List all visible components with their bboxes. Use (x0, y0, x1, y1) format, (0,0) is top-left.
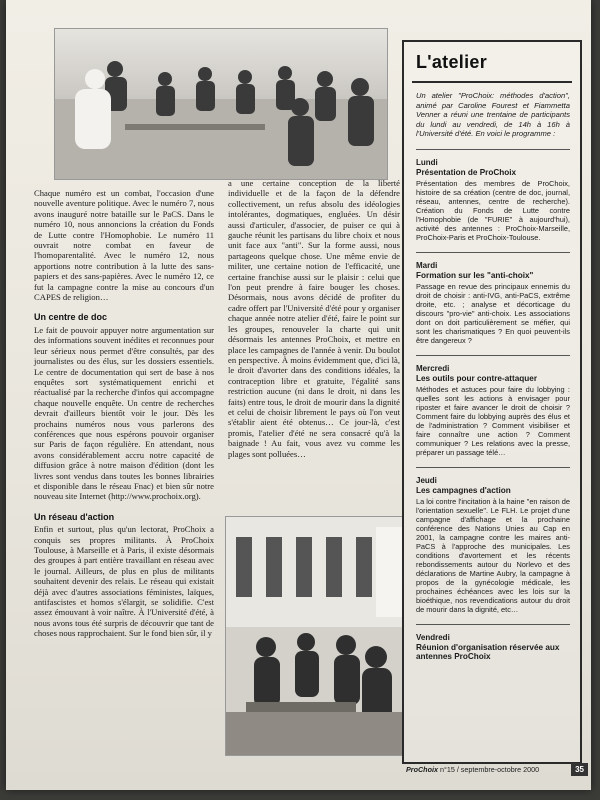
day-separator (416, 149, 570, 150)
workshop-photo (225, 516, 403, 756)
day-heading: Les campagnes d'action (416, 485, 511, 495)
article-continuation: a une certaine conception de la liberté individuelle et de la façon de la défendre collectivement, un refus absolu des idéologies intolérantes, dogmatiques, engluées. Un désir aussi d'articuler, d'associer, de puiser ce qui à gauche réunit les partisans du libre choix et nous unit face aux "anti". Sur la forme aussi, nous partageons quelque chose. Une même envie de militer, une certaine notion de l'efficacité, une certaine franchise aussi sur le plaisir : celui que l'on peut prendre à faire bouger les choses. Désormais, nous avons décidé de profiter du cadre offert par l'Université d'été pour y organiser chaque année notre atelier d'été, faire le point sur les groupes, renouveler la charte qui unit désormais les antennes ProChoix, et mettre en place les campagnes de l'année à venir. Du boulot en perspective. À moins évidemment que, d'ici là, le droit d'avorter dans des conditions idéales, la contraception libre et gratuite, l'égalité sans restriction aucune (ni dans le droit, ni dans les faits) entre tous, le droit de mourir dans la dignité et celui de choisir librement le pays où l'on veut s'établir aient été obtenus… Ce jour-là, c'est promis, l'atelier d'été ne sera consacré qu'à la baignade ! Au fait, vous avez vu comme les plages sont polluées… (228, 178, 400, 459)
article-intro: Chaque numéro est un combat, l'occasion d'une nouvelle aventure politique. Avec le numéro 7, nous avons inauguré notre bataille sur le PaCS. Dans le numéro 10, nous annoncions la création du Fonds de Lutte contre l'Homophobie. Le numéro 11 ouvrait notre combat en faveur de l'homoparentalité. Avec le numéro 12, nous apportions notre contribution à la lutte des sans-papiers et des sans-papières. Avec le numéro 12, ce fut la campagne contre la mise au concours d'un CAPES de religion… (34, 188, 214, 303)
day-name: Lundi (416, 157, 438, 167)
day-text: Méthodes et astuces pour faire du lobbying : quelles sont les actions à envisager pour riposter et faire avancer le droit de choisir ? Comment faire du lobbying auprès des élus et de l'administration ? Comment visibiliser et faire connaître une action ? Comment communiquer ? Les relations avec la presse, préparer un passage télé… (416, 384, 570, 457)
program-day-lundi (416, 158, 570, 242)
magazine-page (6, 0, 591, 790)
day-name: Vendredi (416, 632, 450, 642)
day-heading: Réunion d'organisation réservée aux antennes ProChoix (416, 642, 560, 661)
sidebar-title-rule (412, 81, 572, 83)
day-heading: Les outils pour contre-attaquer (416, 373, 538, 383)
section-text: Enfin et surtout, plus qu'un lectorat, ProChoix a conquis ses propres militants. À ProChoix Toulouse, à Marseille et à Paris, il existe désormais des groupes à part entière travaillant en réseau avec le journal. Ailleurs, de plus en plus de militants souhaitent devenir des relais. Le réseau qui existait déjà avec d'autres associations féministes, laïques, antifascistes et homos s'élargit, se solidifie. C'est assez émouvant à voir naître. À l'Université d'été, à nous avons tous été surpris de découvrir que tant de choses nous rapprochaient. Sur le fond bien sûr, il y (34, 524, 214, 639)
workshop-photo-illustration (226, 517, 402, 755)
day-name: Mercredi (416, 363, 450, 373)
section-heading: Un centre de doc (34, 312, 108, 323)
day-name: Mardi (416, 260, 438, 270)
day-heading: Présentation de ProChoix (416, 167, 517, 177)
article-column-middle (228, 178, 400, 459)
day-text: La loi contre l'incitation à la haine "en raison de l'orientation sexuelle". Le FLH. Le projet d'une campagne d'affichage et la prochaine conférence des Nations Unies au Cap en 2001, la campagne contre les maires anti-PaCS à l'approche des municipales. Les conditions d'avortement et les récents rebondissements autour du Norlevo et des déclarations de Martine Aubry, la campagne à propos de la gynécologie médicale, les prochaines échéances avec les lois sur la bioéthique, nos revendications autour du droit de mourir dans la dignité, etc… (416, 496, 570, 614)
day-separator (416, 252, 570, 253)
program-day-jeudi (416, 476, 570, 614)
day-name: Jeudi (416, 475, 437, 485)
sidebar-title: L'atelier (416, 52, 488, 72)
day-separator (416, 355, 570, 356)
seminar-photo-illustration (55, 29, 387, 179)
seminar-photo (54, 28, 388, 180)
program-day-mardi (416, 261, 570, 345)
day-heading: Formation sur les "anti-choix" (416, 270, 534, 280)
page-footer (406, 765, 588, 779)
page-number: 35 (571, 763, 588, 776)
day-separator (416, 467, 570, 468)
atelier-sidebar (402, 40, 582, 764)
day-text: Passage en revue des principaux ennemis du droit de choisir : anti-IVG, anti-PaCS, extrême droite, etc. ; analyse et décorticage du discours "pro-vie" anti-choix. Les associations dont on doit particulièrement se méfier, qui sont les charismatiques ? En quoi peuvent-ils être dangereux ? (416, 281, 570, 345)
article-column-left (34, 188, 214, 639)
section-text: Le fait de pouvoir appuyer notre argumentation sur des informations souvent inédites et reconnues pour leur sérieux nous permet d'être consultés, par des journalistes ou des élus, sur les dossiers essentiels. Le centre de documentation qui sert de base à nos enquêtes sort systématiquement enrichi et réactualisé par la recherche d'infos qui accompagne chaque nouvelle enquête. Un centre de recherches devrait d'ailleurs bientôt voir le jour. Dès les prochains numéros nous vous parlerons des conférences que nous espérons pouvoir organiser sur Paris de façon régulière. En attendant, nous avons considérablement accru notre capacité de diffusion grâce à notre maison d'édition (dont les livres sont vendus dans toutes les bonnes librairies et disponible dans le réseau Fnac) et bien sûr notre nouveau site Internet (http://www.prochoix.org). (34, 324, 214, 502)
sidebar-intro: Un atelier "ProChoix: méthodes d'action", animé par Caroline Fourest et Fiammetta Venner a réuni une trentaine de participants du lundi au vendredi, de 14h à 16h à l'Université d'été. En voici le programme : (416, 91, 570, 139)
footer-brand: ProChoix (406, 765, 438, 774)
section-heading: Un réseau d'action (34, 511, 115, 522)
program-day-mercredi (416, 364, 570, 457)
day-separator (416, 624, 570, 625)
program-day-vendredi (416, 633, 570, 661)
footer-issue: n°15 / septembre-octobre 2000 (439, 765, 540, 774)
day-text: Présentation des membres de ProChoix, histoire de sa création (centre de doc, journal, réseau, antennes, centre de recherche). Création du Fonds de Lutte contre l'Homophobie (de "FURIE" à aujourd'hui), activité des antennes : ProChoix-Marseille, ProChoix-Paris et ProChoix-Toulouse. (416, 178, 570, 242)
